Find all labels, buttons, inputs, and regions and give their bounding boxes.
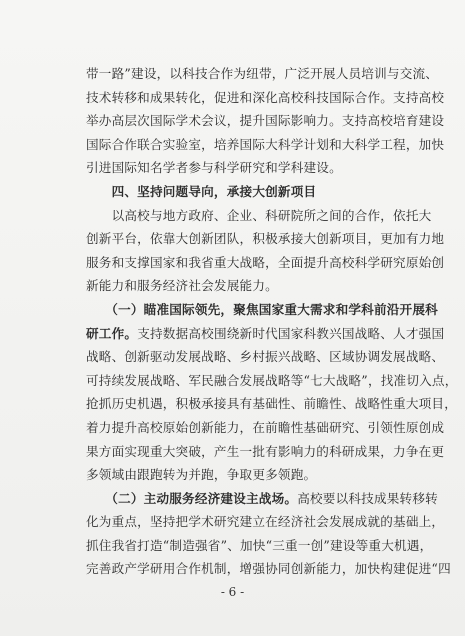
text-line: 抢抓历史机遇，积极承接具有基础性、前瞻性、战略性重大项目，: [86, 396, 458, 412]
text-line: 着力提升高校原始创新能力，在前瞻性基础研究、引领性原创成: [86, 419, 445, 435]
section-heading: 四、坚持问题导向，承接大创新项目: [86, 183, 317, 199]
text-line: 化为重点，坚持把学术研究建立在经济社会发展成就的基础上，: [86, 514, 445, 530]
subheading-lead: （二）主动服务经济建设主战场。: [86, 490, 298, 506]
subheading-lead: （一）瞄准国际领先，聚焦国家重大需求和学科前沿开展科: [86, 301, 438, 317]
subheading-lead: 研工作。: [86, 325, 138, 341]
text-line: 可持续发展战略、军民融合发展战略等“七大战略”，找准切入点，: [86, 372, 458, 388]
body-text: [86, 62, 458, 581]
subheading-line: [86, 298, 438, 322]
text-line: 以高校与地方政府、企业、科研院所之间的合作，依托大: [86, 207, 432, 223]
text-line: 新能力和服务经济社会发展能力。: [86, 278, 278, 294]
subheading-line: [86, 487, 438, 511]
text-line: 国际合作联合实验室，培养国际大科学计划和大科学工程，加快: [86, 136, 445, 152]
page-number: - 6 -: [220, 585, 245, 599]
text-line: 完善政产学研用合作机制，增强协同创新能力，加快构建促进“四: [86, 561, 451, 577]
subheading-rest: 高校要以科技成果转移转: [297, 490, 438, 506]
text-line: 抓住我省打造“制造强省”、加快“三重一创”建设等重大机遇，: [86, 537, 433, 553]
text-line: 果方面实现重大突破，产生一批有影响力的科研成果，力争在更: [86, 443, 445, 459]
text-line: 战略、创新驱动发展战略、乡村振兴战略、区域协调发展战略、: [86, 349, 445, 365]
subheading-line: [86, 322, 445, 346]
text-line: 举办高层次国际学术会议，提升国际影响力。支持高校培育建设: [86, 113, 445, 129]
text-line: 技术转移和成果转化，促进和深化高校科技国际合作。支持高校: [86, 89, 445, 105]
text-line: 服务和支撑国家和我省重大战略，全面提升高校科学研究原始创: [86, 254, 445, 270]
text-line: 创新平台，依靠大创新团队，积极承接大创新项目，更加有力地: [86, 231, 445, 247]
text-line: 引进国际知名学者参与科学研究和学科建设。: [86, 160, 342, 176]
text-line: 带一路”建设，以科技合作为纽带，广泛开展人员培训与交流、: [86, 66, 439, 81]
text-line: 多领域由跟跑转为并跑，争取更多领跑。: [86, 467, 317, 483]
subheading-rest: 支持数据高校围绕新时代国家科教兴国战略、人才强国: [137, 325, 445, 341]
